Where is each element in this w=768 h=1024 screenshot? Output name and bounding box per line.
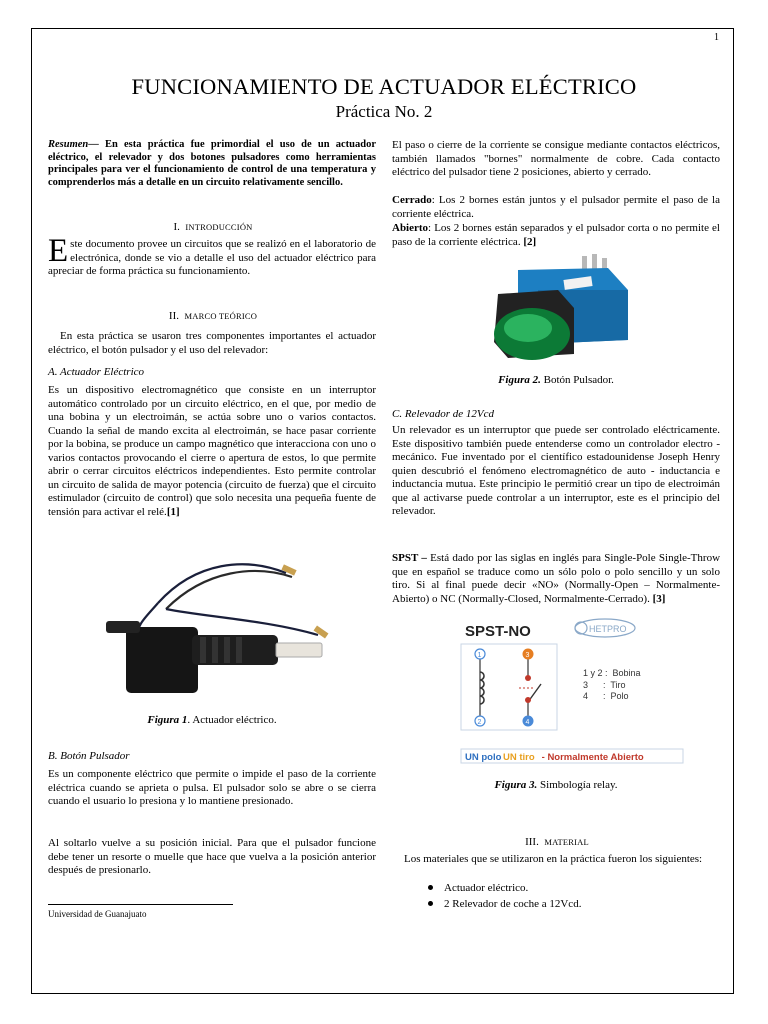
actuator-rod: [276, 643, 322, 657]
hetpro-logo-text: HETPRO: [589, 624, 627, 634]
citation: [2]: [523, 235, 537, 248]
subsection-b-p2: Al soltarlo vuelve a su posición inicial. Para que el pulsador funcione debe tener un resorte o muelle que hace que vuelva a la posición anterior después de presionarlo.: [48, 837, 376, 876]
figure-caption-text: Botón Pulsador.: [540, 374, 614, 386]
actuator-body: [126, 627, 198, 693]
abstract-text: — En esta práctica fue primordial el uso de un actuador eléctrico, el relevador y dos botones pulsadores como herramientas principales para ver el funcionamiento de control de una temperatura y comprenderlos más a detalle en un circuito relativamente sencillo.: [48, 139, 376, 188]
svg-text:2: 2: [477, 719, 482, 726]
dropcap: E: [48, 233, 69, 269]
subsection-a-title: A. Actuador Eléctrico: [48, 366, 145, 378]
section-number: III.: [525, 836, 539, 848]
subsection-b-p1: Es un componente eléctrico que permite o impide el paso de la corriente eléctrica cuando se aprieta o pulsa. El pulsador solo se abre o se cierra cuando el usuario lo presiona y lo mantiene presionado.: [48, 768, 376, 807]
spst-text: Está dado por las siglas en inglés para Single-Pole Single-Throw que en español se traduce como un sólo polo o polo sencillo y un solo tiro. Si al final puede decir «NO» (Normally-Open – Normalmente-Abierto) o NC (Normally-Closed, Normalmente-Cerrado).: [392, 552, 721, 605]
legend-polo: 4 : Polo: [583, 691, 629, 701]
subsection-b-title: B. Botón Pulsador: [48, 750, 130, 762]
relay-title: SPST-NO: [465, 623, 531, 640]
subsection-c-text: Un relevador es un interruptor que puede ser controlado eléctricamente. Este dispositivo también puede entenderse como un controlador electro - mecánico. Fue inventado por el científico estadounidense Joseph Henry quien descubrió el fenómeno electromagnético de auto - inductancia e inductancia mutua. Este principio le permitió crear un tipo de electroimán que al activarse puede controlar a un interruptor, este es el principio del relevador.: [392, 424, 720, 517]
subsection-c-title: C. Relevador de 12Vcd: [392, 408, 495, 420]
figure-caption-text: Simbología relay.: [537, 779, 618, 791]
cerrado-text: : Los 2 bornes están juntos y el pulsador permite el paso de la corriente eléctrica.: [392, 194, 720, 220]
section-title: INTRODUCCIÓN: [185, 222, 253, 232]
footer-affiliation: Universidad de Guanajuato: [48, 909, 147, 919]
footnote-rule: [48, 904, 233, 905]
pulsador-contacts: El paso o cierre de la corriente se consigue mediante contactos eléctricos, también llamados "bornes" normalmente de cobre. Cada contacto eléctrico del pulsador tiene 2 posiciones, abierto y cerrado.: [392, 139, 720, 178]
relay-diagram: [455, 614, 695, 770]
bar-un-polo: UN polo: [465, 752, 502, 763]
intro-text: ste documento provee un circuitos que se realizó en el laboratorio de electrónica, donde se vio a detalle el uso del actuador eléctrico para apreciar de forma práctica su funcionamiento.: [48, 238, 376, 277]
section-title: MARCO TEÓRICO: [184, 311, 258, 321]
citation: [3]: [652, 592, 666, 605]
svg-text:1: 1: [477, 652, 482, 659]
push-button-image: [478, 250, 638, 370]
subsection-a-body: Es un dispositivo electromagnético que consiste en un interruptor automático controlado por un circuito eléctrico, en el que, por medio de una bobina y un electroimán, se actúa sobre uno o varios contactos. Cuando la señal de mando excita al electroimán, se hace pasar corriente por la bobina, se produce un campo magnético que interacciona con uno o varios contactos provocando el cierre o apertura de estos, lo que permite abrir o cerrar circuitos eléctricos independientes. Esto permite controlar un circuito de salida de mayor potencia (circuito de fuerza) que el circuito estimulador (circuito de control) que solo necesita una pequeña fuente de tensión para activar el relé.: [48, 384, 376, 518]
section-heading-introduccion: [48, 221, 378, 233]
wire-terminal: [314, 626, 329, 639]
section-number: II.: [168, 310, 179, 322]
bar-un-tiro: UN tiro: [503, 752, 535, 763]
legend-bobina: 1 y 2 : Bobina: [583, 668, 641, 678]
paper-subtitle: Práctica No. 2: [335, 102, 433, 121]
actuator-image: [96, 555, 336, 705]
list-item: 2 Relevador de coche a 12Vcd.: [428, 896, 581, 912]
abierto-label: Abierto: [392, 222, 429, 234]
svg-text:3: 3: [525, 652, 530, 659]
spst-label: SPST –: [392, 552, 427, 564]
figure-2-caption: [392, 374, 720, 386]
section-number: I.: [173, 221, 180, 233]
figure-1-caption: [48, 714, 376, 726]
material-list: [428, 880, 581, 912]
subsection-a-text: [48, 384, 376, 519]
material-intro: Los materiales que se utilizaron en la práctica fueron los siguientes:: [404, 853, 703, 865]
bullet-icon: [428, 901, 433, 906]
figure-3-caption: [392, 779, 720, 791]
figure-caption-text: . Actuador eléctrico.: [187, 714, 277, 726]
abstract-label: Resumen: [48, 139, 89, 150]
figure-label: Figura 3.: [494, 779, 538, 791]
marco-intro: En esta práctica se usaron tres componentes importantes el actuador eléctrico, el botón pulsador y el uso del relevador:: [48, 330, 376, 356]
spst-paragraph: [392, 552, 720, 606]
coil-symbol: [480, 672, 484, 704]
bullet-icon: [428, 885, 433, 890]
citation: [1]: [166, 505, 180, 518]
section-title: MATERIAL: [544, 837, 589, 847]
page-number: 1: [714, 32, 719, 43]
abierto-paragraph: [392, 222, 720, 249]
section-heading-marco: [48, 310, 378, 322]
cerrado-paragraph: [392, 194, 720, 221]
wire-blue: [158, 564, 286, 603]
intro-paragraph: [48, 233, 376, 279]
cerrado-label: Cerrado: [392, 194, 432, 206]
abstract: [48, 139, 376, 189]
figure-label: Figura 2.: [498, 374, 541, 386]
wire-black: [166, 571, 292, 609]
section-heading-material: [392, 836, 722, 848]
bar-normalmente-abierto: - Normalmente Abierto: [539, 752, 644, 763]
abierto-text: : Los 2 bornes están separados y el pulsador corta o no permite el paso de la corriente eléctrica.: [392, 222, 720, 248]
figure-label: Figura 1: [147, 714, 188, 726]
svg-text:4: 4: [525, 719, 530, 726]
paper-title: FUNCIONAMIENTO DE ACTUADOR ELÉCTRICO: [131, 74, 637, 99]
list-item: Actuador eléctrico.: [428, 880, 581, 896]
legend-tiro: 3 : Tiro: [583, 680, 626, 690]
